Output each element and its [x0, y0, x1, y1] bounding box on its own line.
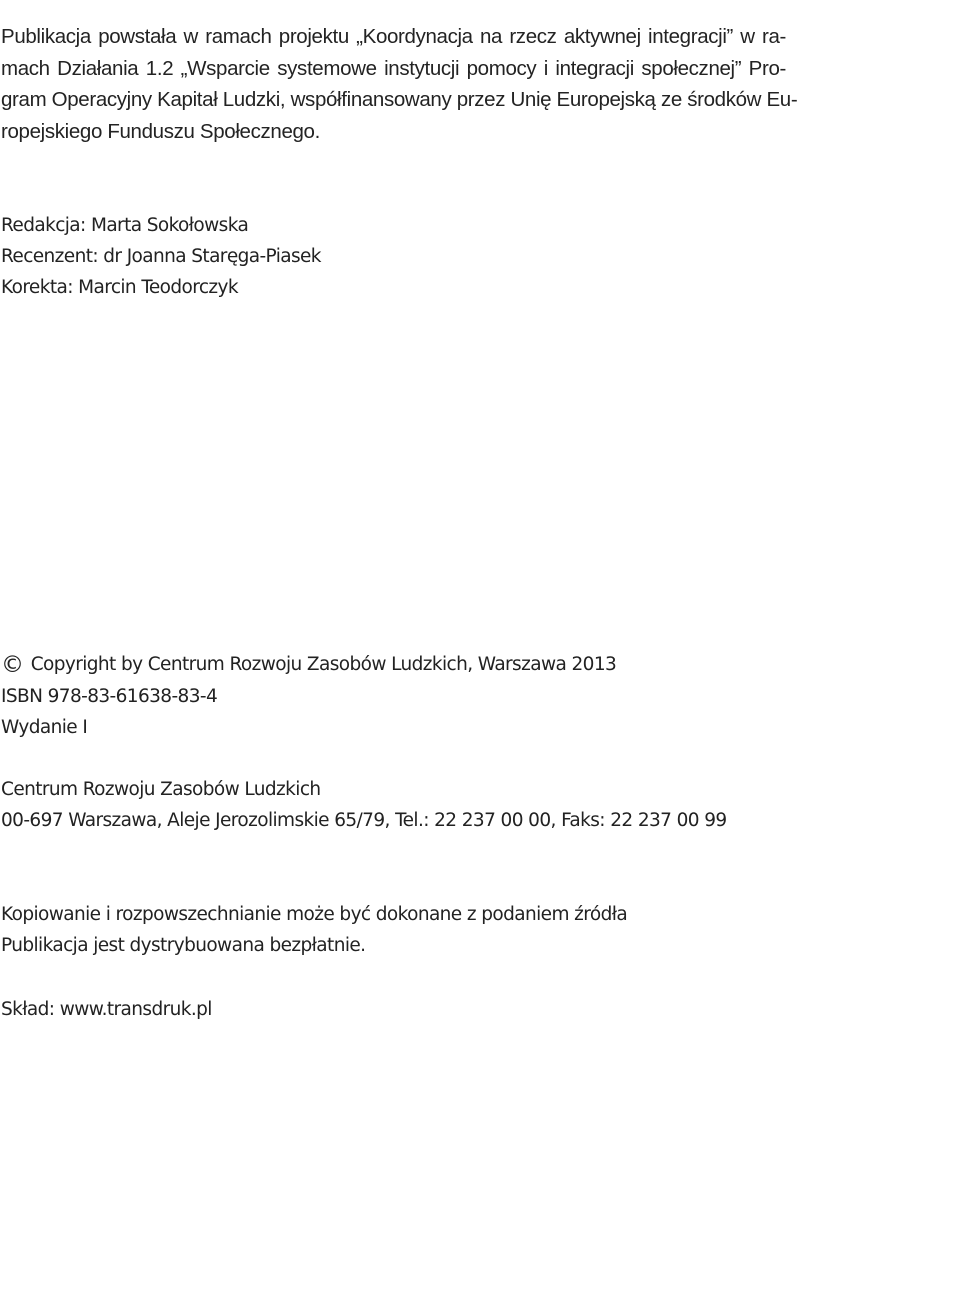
proofreading-credit: Korekta: Marcin Teodorczyk — [1, 277, 239, 298]
typesetting-credit — [1, 994, 212, 1025]
copyright-block — [1, 649, 616, 743]
copying-notice: Kopiowanie i rozpowszechnianie może być dokonane z podaniem źródła — [1, 904, 628, 925]
editor-credit: Redakcja: Marta Sokołowska — [1, 215, 249, 236]
publisher-block — [1, 774, 727, 836]
funding-line: ropejskiego Funduszu Społecznego. — [1, 119, 320, 143]
usage-notice — [1, 899, 627, 961]
editorial-credits — [1, 210, 321, 303]
copyright-line — [1, 649, 616, 681]
distribution-notice: Publikacja jest dystrybuowana bezpłatnie. — [1, 935, 366, 956]
funding-line: gram Operacyjny Kapitał Ludzki, współfinansowany przez Unię Europejską ze środków Eu- — [1, 88, 798, 111]
publisher-address: 00-697 Warszawa, Aleje Jerozolimskie 65/79, Tel.: 22 237 00 00, Faks: 22 237 00 99 — [1, 810, 727, 831]
reviewer-credit: Recenzent: dr Joanna Staręga-Piasek — [1, 246, 321, 267]
typesetting-text: Skład: www.transdruk.pl — [1, 999, 212, 1020]
edition: Wydanie I — [1, 717, 88, 738]
publisher-name: Centrum Rozwoju Zasobów Ludzkich — [1, 779, 321, 800]
funding-note — [1, 21, 798, 147]
isbn: ISBN 978-83-61638-83-4 — [1, 686, 218, 707]
funding-line: Publikacja powstała w ramach projektu „Koordynacja na rzecz aktywnej integracji” w ra- — [1, 25, 786, 48]
funding-line: mach Działania 1.2 „Wsparcie systemowe instytucji pomocy i integracji społecznej” Pro- — [1, 56, 786, 80]
copyright-text: Copyright by Centrum Rozwoju Zasobów Ludzkich, Warszawa 2013 — [30, 654, 617, 675]
copyright-icon: © — [1, 652, 24, 678]
